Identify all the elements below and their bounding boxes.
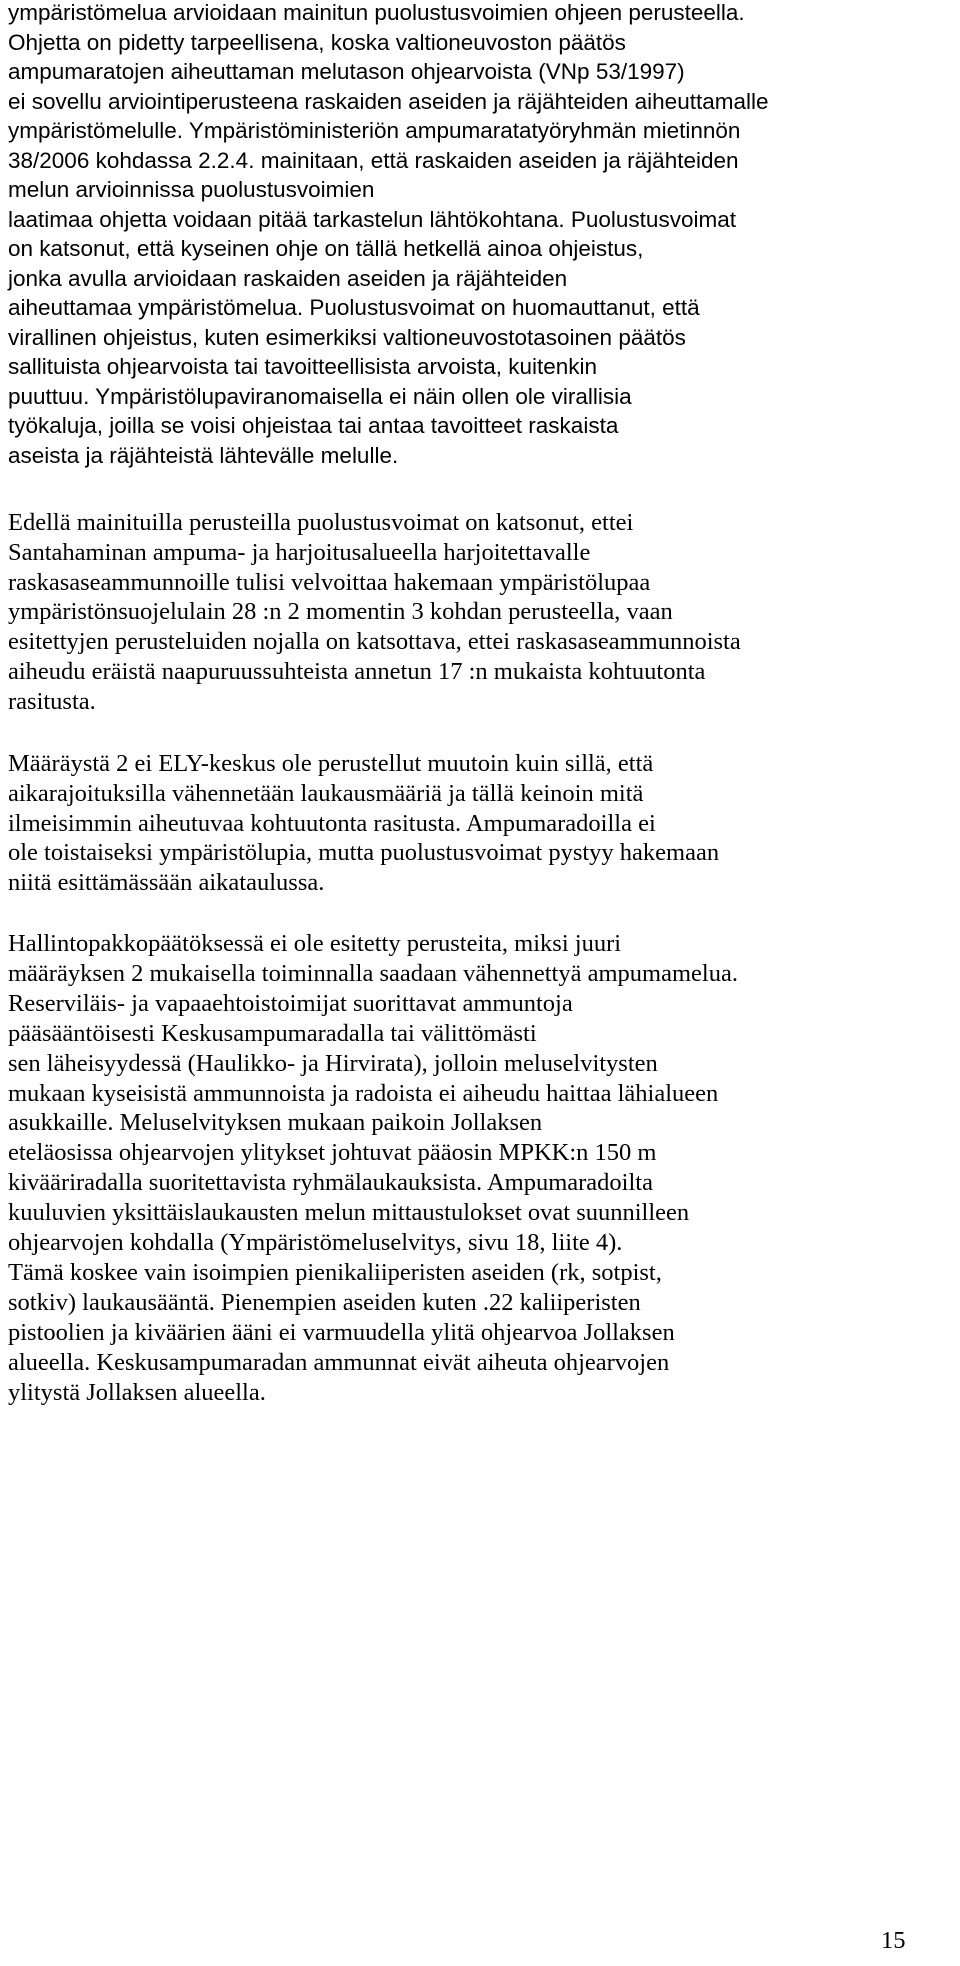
text-line: Reserviläis- ja vapaaehtoistoimijat suorittavat ammuntoja xyxy=(8,989,573,1017)
text-line: jonka avulla arvioidaan raskaiden aseiden ja räjähteiden xyxy=(8,265,568,291)
text-line: niitä esittämässään aikataulussa. xyxy=(8,869,325,897)
text-line: aseista ja räjähteistä lähtevälle melulle. xyxy=(8,442,399,468)
text-line: Määräystä 2 ei ELY-keskus ole perustellut muutoin kuin sillä, että xyxy=(8,750,654,777)
text-line: Hallintopakkopäätöksessä ei ole esitetty perusteita, miksi juuri xyxy=(8,930,622,957)
text-line: sen läheisyydessä (Haulikko- ja Hirvirata), jolloin meluselvitysten xyxy=(8,1049,658,1077)
text-line: työkaluja, joilla se voisi ohjeistaa tai antaa tavoitteet raskaista xyxy=(8,413,619,438)
text-line: Santahaminan ampuma- ja harjoitusalueella harjoitettavalle xyxy=(8,538,591,566)
text-line: raskasaseammunnoille tulisi velvoittaa hakemaan ympäristölupaa xyxy=(8,568,651,596)
text-line: määräyksen 2 mukaisella toiminnalla saadaan vähennettyä ampumamelua. xyxy=(8,959,738,987)
text-line: ympäristönsuojelulain 28 :n 2 momentin 3 kohdan perusteella, vaan xyxy=(8,598,673,626)
text-line: asukkaille. Meluselvityksen mukaan paikoin Jollaksen xyxy=(8,1109,543,1137)
text-line: on katsonut, että kyseinen ohje on tällä hetkellä ainoa ohjeistus, xyxy=(8,236,644,261)
text-line: laatimaa ohjetta voidaan pitää tarkastelun lähtökohtana. Puolustusvoimat xyxy=(8,206,736,232)
text-line: aiheudu eräistä naapuruussuhteista annetun 17 :n mukaista kohtuutonta xyxy=(8,658,706,685)
text-line: Tämä koskee vain isoimpien pienikaliiperisten aseiden (rk, sotpist, xyxy=(8,1258,662,1286)
text-line: eteläosissa ohjearvojen ylitykset johtuvat pääosin MPKK:n 150 m xyxy=(8,1139,657,1167)
page-number: 15 xyxy=(881,1927,906,1954)
text-line: ilmeisimmin aiheutuvaa kohtuutonta rasitusta. Ampumaradoilla ei xyxy=(8,809,656,837)
text-line: pääsääntöisesti Keskusampumaradalla tai välittömästi xyxy=(8,1019,537,1047)
text-line: ylitystä Jollaksen alueella. xyxy=(8,1378,266,1406)
text-line: ei sovellu arviointiperusteena raskaiden aseiden ja räjähteiden aiheuttamalle xyxy=(8,88,769,114)
text-line: ole toistaiseksi ympäristölupia, mutta puolustusvoimat pystyy hakemaan xyxy=(8,839,720,867)
text-line: melun arvioinnissa puolustusvoimien xyxy=(8,177,375,202)
text-line: sallituista ohjearvoista tai tavoitteellisista arvoista, kuitenkin xyxy=(8,354,598,379)
text-line: ympäristömelulle. Ympäristöministeriön ampumaratatyöryhmän mietinnön xyxy=(8,118,741,143)
text-line: puuttuu. Ympäristölupaviranomaisella ei näin ollen ole virallisia xyxy=(8,383,632,409)
text-line: mukaan kyseisistä ammunnoista ja radoista ei aiheudu haittaa lähialueen xyxy=(8,1079,719,1107)
text-line: rasitusta. xyxy=(8,687,96,715)
text-line: ohjearvojen kohdalla (Ympäristömeluselvitys, sivu 18, liite 4). xyxy=(8,1229,623,1256)
text-line: 38/2006 kohdassa 2.2.4. mainitaan, että raskaiden aseiden ja räjähteiden xyxy=(8,147,739,173)
text-line: alueella. Keskusampumaradan ammunnat eivät aiheuta ohjearvojen xyxy=(8,1348,670,1376)
text-line: esitettyjen perusteluiden nojalla on katsottava, ettei raskasaseammunnoista xyxy=(8,628,741,656)
text-line: pistoolien ja kiväärien ääni ei varmuudella ylitä ohjearvoa Jollaksen xyxy=(8,1318,675,1346)
text-line: Ohjetta on pidetty tarpeellisena, koska valtioneuvoston päätös xyxy=(8,29,626,55)
text-line: Edellä mainituilla perusteilla puolustusvoimat on katsonut, ettei xyxy=(8,509,634,536)
text-line: sotkiv) laukausääntä. Pienempien aseiden kuten .22 kaliiperisten xyxy=(8,1288,641,1316)
text-line: kivääriradalla suoritettavista ryhmälaukauksista. Ampumaradoilta xyxy=(8,1169,653,1197)
text-line: kuuluvien yksittäislaukausten melun mittaustulokset ovat suunnilleen xyxy=(8,1199,690,1227)
text-line: aikarajoituksilla vähennetään laukausmääriä ja tällä keinoin mitä xyxy=(8,779,644,807)
text-line: virallinen ohjeistus, kuten esimerkiksi valtioneuvostotasoinen päätös xyxy=(8,324,686,350)
text-line: ympäristömelua arvioidaan mainitun puolustusvoimien ohjeen perusteella. xyxy=(8,0,745,25)
text-line: ampumaratojen aiheuttaman melutason ohjearvoista (VNp 53/1997) xyxy=(8,59,685,84)
text-line: aiheuttamaa ympäristömelua. Puolustusvoimat on huomauttanut, että xyxy=(8,295,700,320)
